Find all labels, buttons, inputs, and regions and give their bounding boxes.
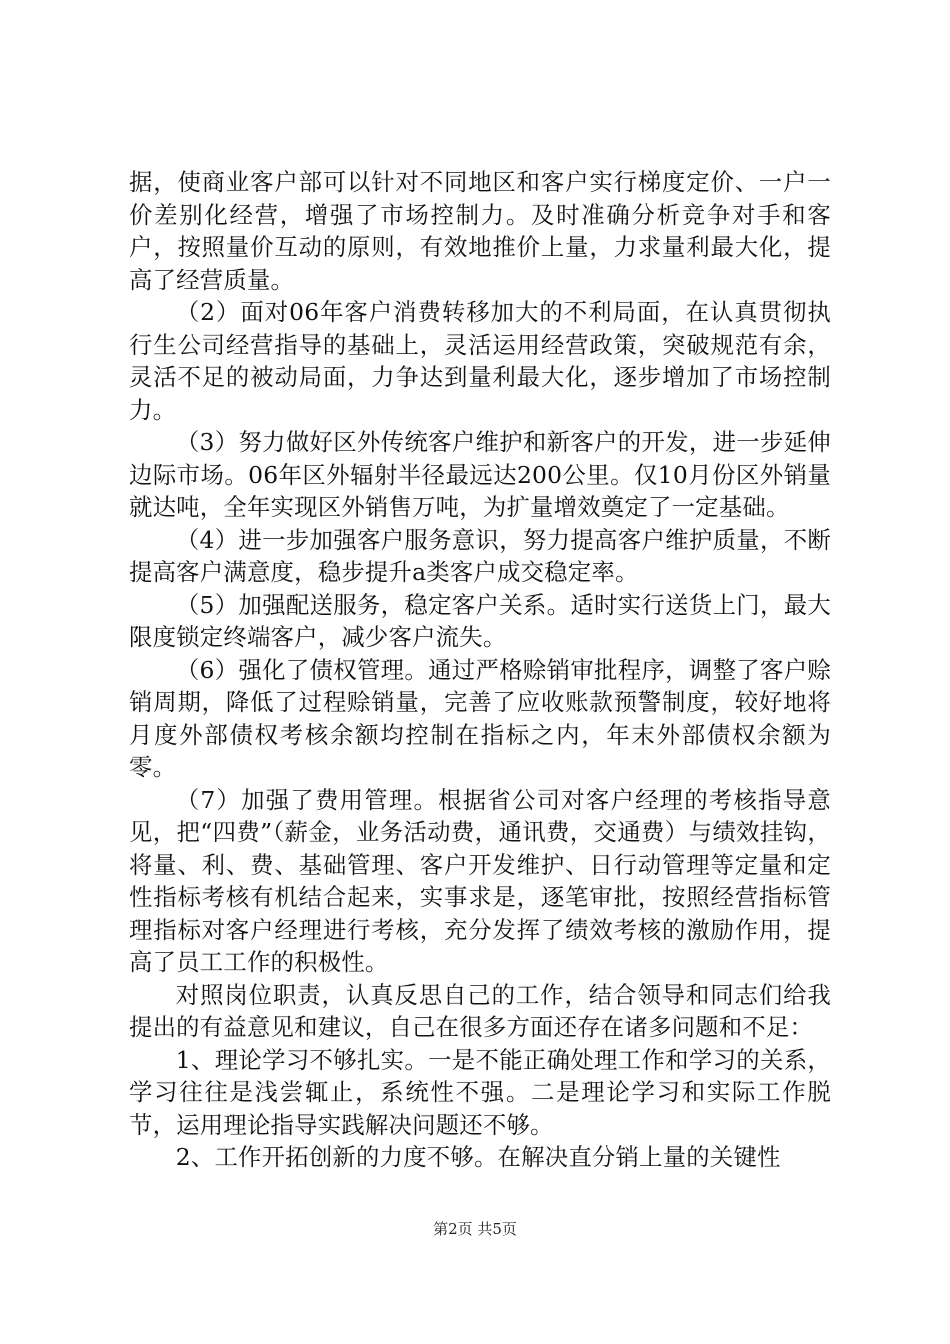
paragraph-reflection: 对照岗位职责，认真反思自己的工作，结合领导和同志们给我提出的有益意见和建议，自己在很多方面还存在诸多问题和不足： bbox=[129, 980, 831, 1041]
paragraph-item-4: （4）进一步加强客户服务意识，努力提高客户维护质量，不断提高客户满意度，稳步提升a类客户成交稳定率。 bbox=[129, 525, 831, 586]
page-number-footer: 第2页 共5页 bbox=[433, 1220, 517, 1238]
paragraph-item-7: （7）加强了费用管理。根据省公司对客户经理的考核指导意见，把“四费”（薪金，业务活动费，通讯费，交通费）与绩效挂钩，将量、利、费、基础管理、客户开发维护、日行动管理等定量和定性指标考核有机结合起来，实事求是，逐笔审批，按照经营指标管理指标对客户经理进行考核，充分发挥了绩效考核的激励作用，提高了员工工作的积极性。 bbox=[129, 785, 831, 976]
paragraph-continuation: 据，使商业客户部可以针对不同地区和客户实行梯度定价、一户一价差别化经营，增强了市场控制力。及时准确分析竞争对手和客户，按照量价互动的原则，有效地推价上量，力求量利最大化，提高了经营质量。 bbox=[129, 168, 831, 294]
paragraph-item-3: （3）努力做好区外传统客户维护和新客户的开发，进一步延伸边际市场。06年区外辐射半径最远达200公里。仅10月份区外销量就达吨，全年实现区外销售万吨，为扩量增效奠定了一定基础。 bbox=[129, 428, 831, 521]
paragraph-problem-1: 1、理论学习不够扎实。一是不能正确处理工作和学习的关系，学习往往是浅尝辄止，系统性不强。二是理论学习和实际工作脱节，运用理论指导实践解决问题还不够。 bbox=[129, 1045, 831, 1139]
paragraph-item-6: （6）强化了债权管理。通过严格赊销审批程序，调整了客户赊销周期，降低了过程赊销量，完善了应收账款预警制度，较好地将月度外部债权考核余额均控制在指标之内，年末外部债权余额为零。 bbox=[129, 655, 831, 781]
paragraph-item-2: （2）面对06年客户消费转移加大的不利局面，在认真贯彻执行生公司经营指导的基础上，灵活运用经营政策，突破规范有余，灵活不足的被动局面，力争达到量利最大化，逐步增加了市场控制力。 bbox=[129, 298, 831, 424]
paragraph-problem-2: 2、工作开拓创新的力度不够。在解决直分销上量的关键性 bbox=[175, 1143, 781, 1171]
paragraph-item-5: （5）加强配送服务，稳定客户关系。适时实行送货上门，最大限度锁定终端客户，减少客户流失。 bbox=[129, 590, 831, 651]
document-body bbox=[129, 166, 831, 1174]
